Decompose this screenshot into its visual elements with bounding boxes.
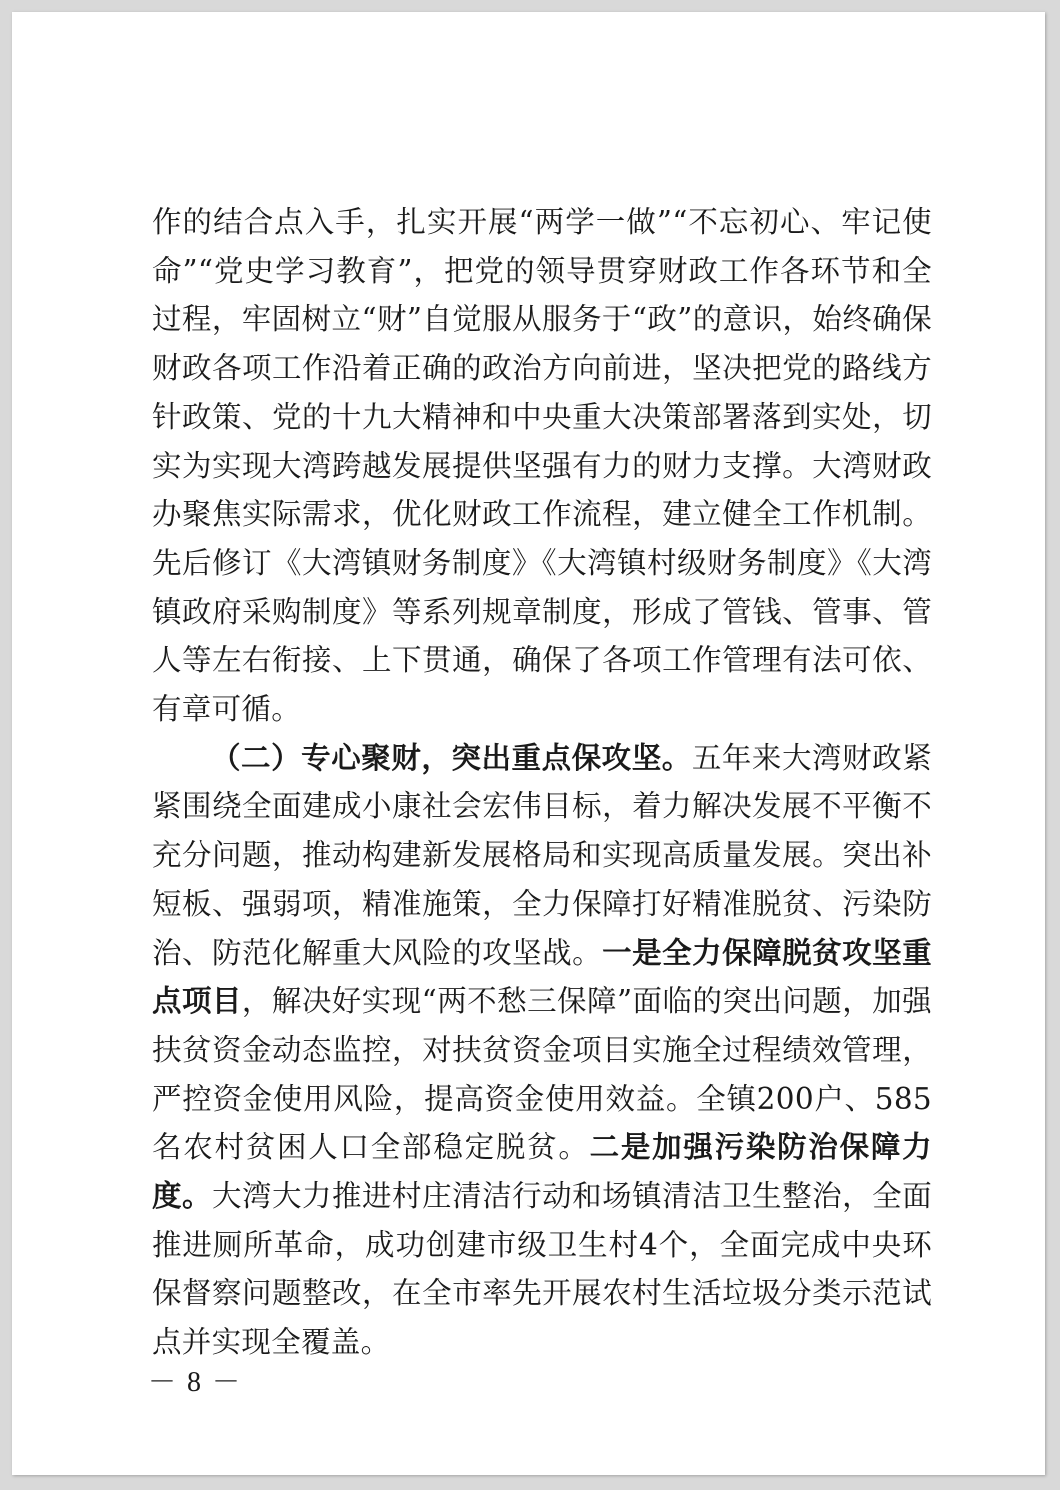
point-one-text: ，解决好实现“两不愁三保障”面临的突出问题，加强扶贫资金动态监控，对扶贫资金项目实施全过程绩效管理，严控资金使用风险，提高资金使用效益。全镇200户、585名农村贫困人口全部稳定脱贫。 <box>152 984 932 1165</box>
section-body: 五年来大湾财政紧紧围绕全面建成小康社会宏伟目标，着力解决发展不平衡不充分问题，推动构建新发展格局和实现高质量发展。突出补短板、强弱项，精准施策，全力保障打好精准脱贫、污染防治、防范化解重大风险的攻坚战。 <box>152 740 932 970</box>
paragraph-section-two <box>152 734 932 1367</box>
point-two-label: 二是加强污染防治保障力度。 <box>152 1129 932 1214</box>
paragraph-finance-work: 作的结合点入手，扎实开展“两学一做”“不忘初心、牢记使命”“党史学习教育”，把党的领导贯穿财政工作各环节和全过程，牢固树立“财”自觉服从服务于“政”的意识，始终确保财政各项工作沿着正确的政治方向前进，坚决把党的路线方针政策、党的十九大精神和中央重大决策部署落到实处，切实为实现大湾跨越发展提供坚强有力的财力支撑。大湾财政办聚焦实际需求，优化财政工作流程，建立健全工作机制。先后修订《大湾镇财务制度》《大湾镇村级财务制度》《大湾镇政府采购制度》等系列规章制度，形成了管钱、管事、管人等左右衔接、上下贯通，确保了各项工作管理有法可依、有章可循。 <box>152 205 932 727</box>
point-two-text: 大湾大力推进村庄清洁行动和场镇清洁卫生整治，全面推进厕所革命，成功创建市级卫生村4个，全面完成中央环保督察问题整改，在全市率先开展农村生活垃圾分类示范试点并实现全覆盖。 <box>152 1179 932 1360</box>
document-body <box>152 198 932 1367</box>
page-number: － 8 － <box>148 1367 243 1398</box>
section-heading: （二）专心聚财，突出重点保攻坚。 <box>211 739 692 775</box>
point-one-label: 一是全力保障脱贫攻坚重点项目 <box>152 934 932 1019</box>
document-page <box>12 12 1045 1475</box>
